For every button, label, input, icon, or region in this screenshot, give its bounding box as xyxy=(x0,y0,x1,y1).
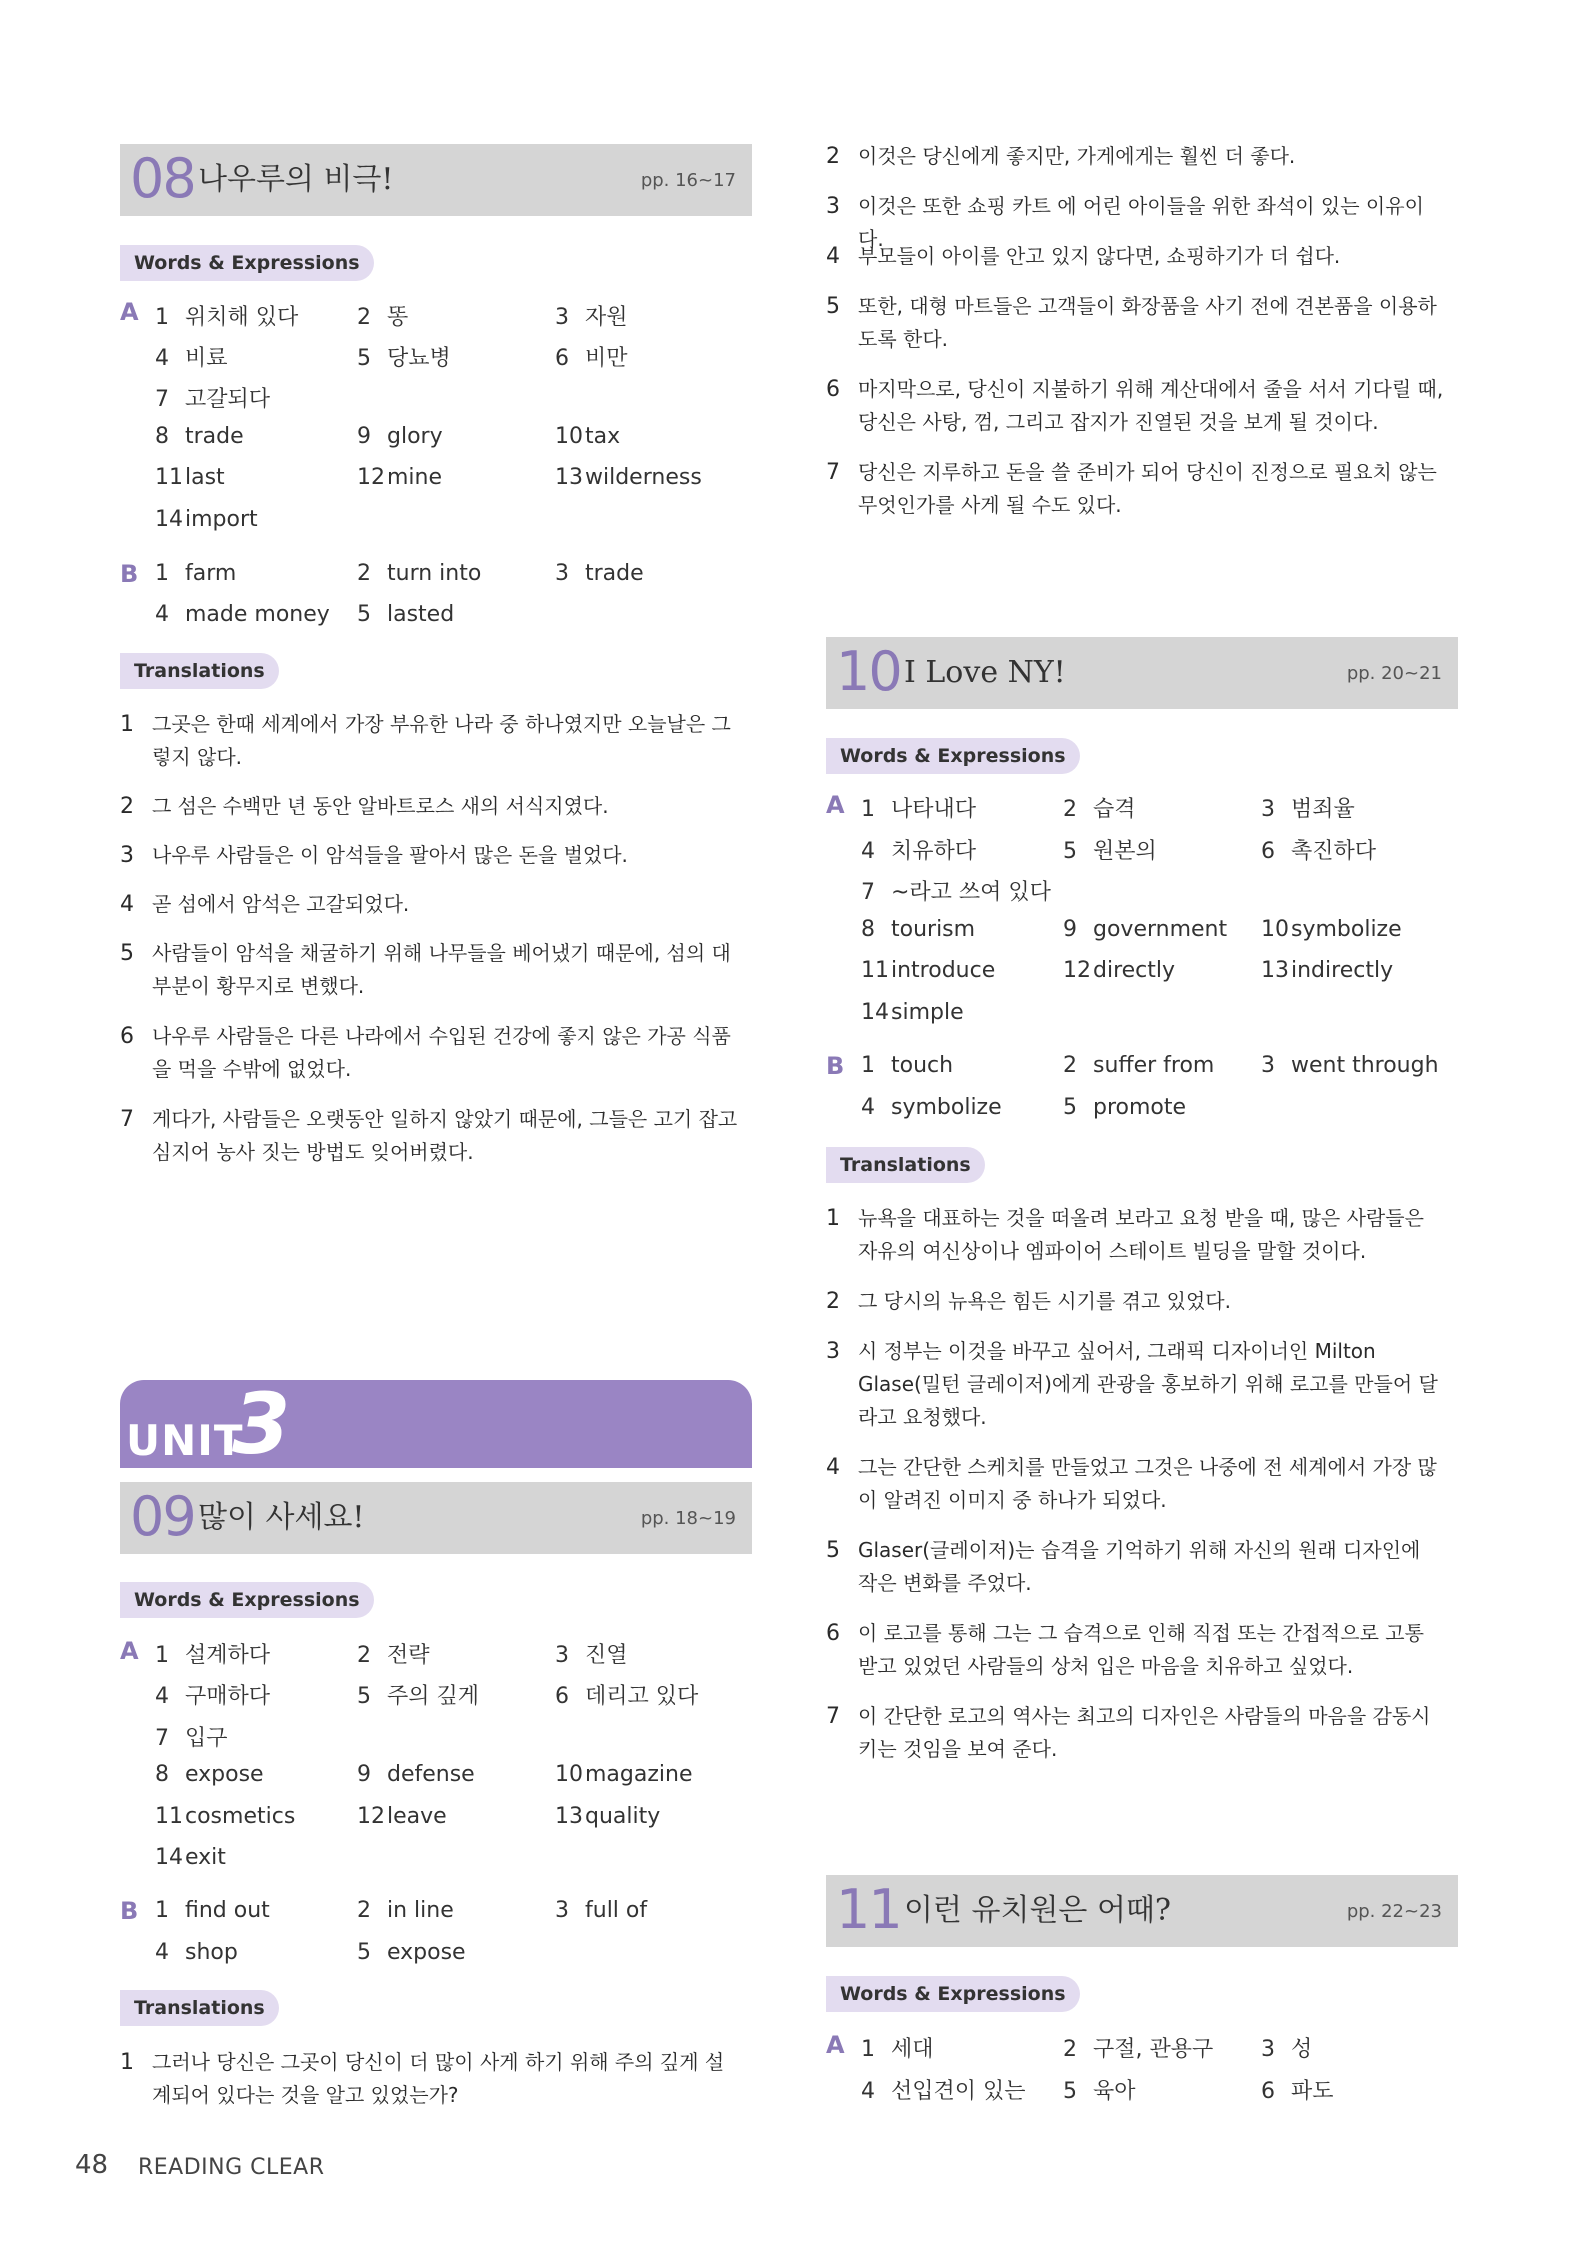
answer-item: 1 touch xyxy=(861,1053,954,1078)
answer-item: 9 defense xyxy=(357,1762,475,1787)
answer-item: 8 trade xyxy=(155,424,244,449)
answer-item: 8 tourism xyxy=(861,917,976,942)
lesson-number: 08 xyxy=(130,147,195,210)
lesson-number: 09 xyxy=(130,1485,195,1548)
lesson-title: I Love NY! xyxy=(904,655,1066,690)
page-number: 48 xyxy=(75,2150,109,2180)
translation-item: 7 게다가, 사람들은 오랫동안 일하지 않았기 때문에, 그들은 고기 잡고 심지어 농사 짓는 방법도 잊어버렸다. xyxy=(120,1107,738,1164)
answer-item: 12directly xyxy=(1063,958,1176,983)
lesson-number: 11 xyxy=(836,1878,901,1941)
group-a-letter: A xyxy=(826,791,845,819)
group-b-letter: B xyxy=(120,560,139,588)
answer-item: 11cosmetics xyxy=(155,1804,296,1829)
lesson-title: 이런 유치원은 어때? xyxy=(904,1893,1171,1928)
words-expressions-label: Words & Expressions xyxy=(826,738,1080,774)
lesson-number: 10 xyxy=(836,640,901,703)
unit-banner xyxy=(120,1375,752,1473)
translation-item: 4 그는 간단한 스케치를 만들었고 그것은 나중에 전 세계에서 가장 많이 알려진 이미지 중 하나가 되었다. xyxy=(826,1455,1437,1512)
translation-item: 5 Glaser(글레이저)는 습격을 기억하기 위해 자신의 원래 디자인에 작은 변화를 주었다. xyxy=(826,1538,1421,1595)
words-expressions-label: Words & Expressions xyxy=(826,1976,1080,2012)
answer-item: 1 find out xyxy=(155,1898,270,1923)
answer-item: 4 선입견이 있는 xyxy=(861,2079,1026,2104)
translation-item: 3 나우루 사람들은 이 암석들을 팔아서 많은 돈을 벌었다. xyxy=(120,843,628,868)
answer-item: 2 turn into xyxy=(357,561,482,586)
lesson-09-header xyxy=(120,1482,752,1554)
answer-item: 5 lasted xyxy=(357,602,455,627)
answer-item: 5 육아 xyxy=(1063,2079,1136,2104)
answer-item: 11last xyxy=(155,465,225,490)
translations-label: Translations xyxy=(120,653,279,689)
translation-item: 3 시 정부는 이것을 바꾸고 싶어서, 그래픽 디자이너인 Milton Glase(밀턴 글레이저)에게 관광을 홍보하기 위해 로고를 만들어 달라고 요청했다. xyxy=(826,1339,1438,1429)
answer-item: 3 범죄율 xyxy=(1261,797,1355,822)
translation-item: 6 마지막으로, 당신이 지불하기 위해 계산대에서 줄을 서서 기다릴 때, 당신은 사탕, 껌, 그리고 잡지가 진열된 것을 보게 될 것이다. xyxy=(826,377,1444,434)
answer-item: 13wilderness xyxy=(555,465,702,490)
answer-item: 1 설계하다 xyxy=(155,1643,271,1668)
page-range: pp. 20~21 xyxy=(1346,663,1442,684)
translation-item: 1 그러나 당신은 그곳이 당신이 더 많이 사게 하기 위해 주의 깊게 설계되어 있다는 것을 알고 있었는가? xyxy=(120,2050,725,2107)
page-range: pp. 18~19 xyxy=(640,1508,736,1529)
translation-item: 1 뉴욕을 대표하는 것을 떠올려 보라고 요청 받을 때, 많은 사람들은 자유의 여신상이나 엠파이어 스테이트 빌딩을 말할 것이다. xyxy=(826,1206,1424,1263)
page-range: pp. 16~17 xyxy=(640,170,736,191)
translation-item: 6 이 로고를 통해 그는 그 습격으로 인해 직접 또는 간접적으로 고통 받고 있었던 사람들의 상처 입은 마음을 치유하고 싶었다. xyxy=(826,1621,1424,1678)
group-b-letter: B xyxy=(120,1897,139,1925)
lesson-title: 많이 사세요! xyxy=(198,1500,365,1535)
answer-item: 10symbolize xyxy=(1261,917,1402,942)
answer-item: 10magazine xyxy=(555,1762,693,1787)
answer-item: 2 suffer from xyxy=(1063,1053,1215,1078)
answer-item: 3 성 xyxy=(1261,2037,1313,2062)
answer-item: 10tax xyxy=(555,424,621,449)
answer-item: 7 고갈되다 xyxy=(155,387,271,412)
answer-item: 1 위치해 있다 xyxy=(155,305,299,330)
answer-item: 4 shop xyxy=(155,1940,238,1965)
words-expressions-label: Words & Expressions xyxy=(120,1582,374,1618)
answer-item: 1 farm xyxy=(155,561,237,586)
page-range: pp. 22~23 xyxy=(1346,1901,1442,1922)
answer-item: 8 expose xyxy=(155,1762,264,1787)
translation-item: 4 곧 섬에서 암석은 고갈되었다. xyxy=(120,892,410,917)
answer-item: 5 주의 깊게 xyxy=(357,1684,480,1709)
translation-item: 2 그 섬은 수백만 년 동안 알바트로스 새의 서식지였다. xyxy=(120,794,609,819)
group-b-letter: B xyxy=(826,1052,845,1080)
translation-item: 2 그 당시의 뉴욕은 힘든 시기를 겪고 있었다. xyxy=(826,1289,1231,1314)
translations-label: Translations xyxy=(826,1147,985,1183)
answer-item: 14simple xyxy=(861,1000,964,1025)
answer-item: 7 ~라고 쓰여 있다 xyxy=(861,880,1051,905)
answer-item: 5 expose xyxy=(357,1940,466,1965)
translation-item: 2 이것은 당신에게 좋지만, 가게에게는 훨씬 더 좋다. xyxy=(826,144,1296,169)
answer-item: 11introduce xyxy=(861,958,996,983)
answer-item: 1 나타내다 xyxy=(861,797,977,822)
translation-item: 1 그곳은 한때 세계에서 가장 부유한 나라 중 하나였지만 오늘날은 그렇지 않다. xyxy=(120,712,731,769)
translation-item: 3 이것은 또한 쇼핑 카트 에 어린 아이들을 위한 좌석이 있는 이유이다. xyxy=(826,194,1424,251)
answer-item: 6 촉진하다 xyxy=(1261,839,1377,864)
group-a-letter: A xyxy=(120,1637,139,1665)
group-a-letter: A xyxy=(826,2031,845,2059)
answer-item: 4 symbolize xyxy=(861,1095,1002,1120)
answer-item: 4 구매하다 xyxy=(155,1684,271,1709)
answer-item: 12leave xyxy=(357,1804,447,1829)
translation-item: 6 나우루 사람들은 다른 나라에서 수입된 건강에 좋지 않은 가공 식품을 먹을 수밖에 없었다. xyxy=(120,1024,731,1081)
answer-item: 5 당뇨병 xyxy=(357,346,451,371)
answer-item: 12mine xyxy=(357,465,443,490)
answer-item: 3 진열 xyxy=(555,1643,628,1668)
answer-item: 5 promote xyxy=(1063,1095,1187,1120)
group-a-letter: A xyxy=(120,298,139,326)
answer-item: 13quality xyxy=(555,1804,661,1829)
lesson-10-header xyxy=(826,637,1458,709)
answer-item: 2 똥 xyxy=(357,305,409,330)
lesson-title: 나우루의 비극! xyxy=(198,162,394,197)
answer-item: 3 full of xyxy=(555,1898,648,1923)
translation-item: 4 부모들이 아이를 안고 있지 않다면, 쇼핑하기가 더 쉽다. xyxy=(826,244,1341,269)
answer-item: 2 습격 xyxy=(1063,797,1136,822)
lesson-08-header xyxy=(120,144,752,216)
translation-item: 7 이 간단한 로고의 역사는 최고의 디자인은 사람들의 마음을 감동시키는 것임을 보여 준다. xyxy=(826,1704,1431,1761)
translations-label: Translations xyxy=(120,1990,279,2026)
translation-item: 7 당신은 지루하고 돈을 쓸 준비가 되어 당신이 진정으로 필요치 않는 무엇인가를 사게 될 수도 있다. xyxy=(826,460,1437,517)
answer-item: 2 전략 xyxy=(357,1643,430,1668)
answer-item: 1 세대 xyxy=(861,2037,934,2062)
answer-item: 6 파도 xyxy=(1261,2079,1334,2104)
answer-item: 2 in line xyxy=(357,1898,454,1923)
answer-item: 14exit xyxy=(155,1845,226,1870)
answer-item: 5 원본의 xyxy=(1063,839,1157,864)
lesson-11-header xyxy=(826,1875,1458,1947)
answer-item: 13indirectly xyxy=(1261,958,1394,983)
answer-item: 4 치유하다 xyxy=(861,839,977,864)
answer-item: 9 government xyxy=(1063,917,1228,942)
answer-item: 3 trade xyxy=(555,561,644,586)
words-expressions-label: Words & Expressions xyxy=(120,245,374,281)
answer-item: 3 went through xyxy=(1261,1053,1439,1078)
unit-label: UNIT xyxy=(126,1416,244,1465)
answer-item: 14import xyxy=(155,507,258,532)
answer-item: 6 데리고 있다 xyxy=(555,1684,699,1709)
answer-item: 3 자원 xyxy=(555,305,628,330)
book-title: READING CLEAR xyxy=(138,2155,325,2180)
answer-item: 9 glory xyxy=(357,424,443,449)
translation-item: 5 또한, 대형 마트들은 고객들이 화장품을 사기 전에 견본품을 이용하도록 한다. xyxy=(826,294,1437,351)
answer-item: 6 비만 xyxy=(555,346,628,371)
unit-number: 3 xyxy=(232,1375,291,1473)
answer-item: 4 비료 xyxy=(155,346,228,371)
answer-item: 7 입구 xyxy=(155,1726,228,1751)
answer-item: 2 구절, 관용구 xyxy=(1063,2037,1214,2062)
answer-item: 4 made money xyxy=(155,602,330,627)
translation-item: 5 사람들이 암석을 채굴하기 위해 나무들을 베어냈기 때문에, 섬의 대부분이 황무지로 변했다. xyxy=(120,941,731,998)
